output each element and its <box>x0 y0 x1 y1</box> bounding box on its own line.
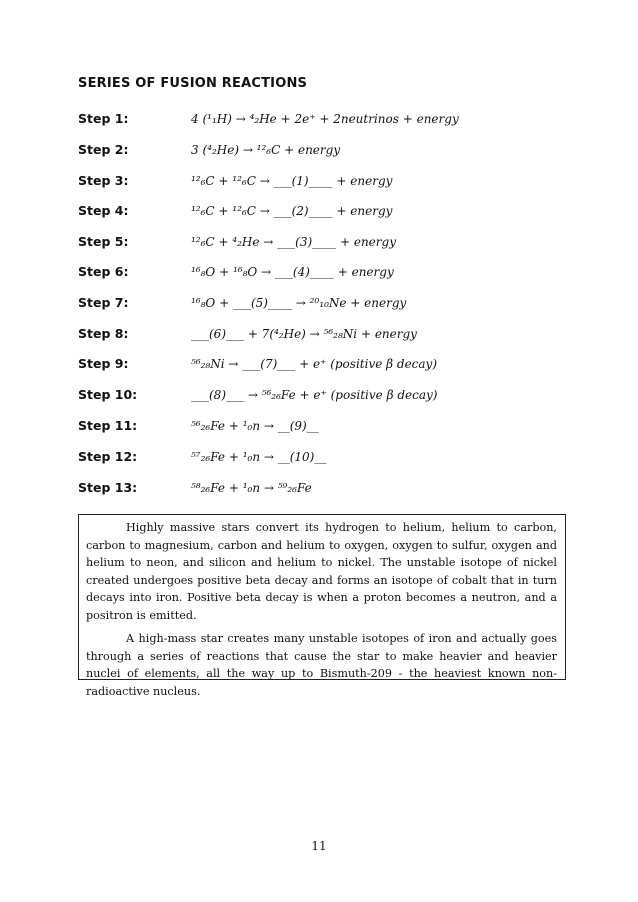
step-equation: ⁵⁶₂₆Fe + ¹₀n → __(9)__ <box>191 419 319 433</box>
step-equation: ⁵⁸₂₆Fe + ¹₀n → ⁵⁹₂₆Fe <box>191 481 312 495</box>
step-9 <box>78 356 598 376</box>
step-equation: ⁵⁷₂₆Fe + ¹₀n → __(10)__ <box>191 450 327 464</box>
step-5 <box>78 234 598 254</box>
step-6 <box>78 264 598 284</box>
page-number: 11 <box>311 839 327 853</box>
step-equation: 3 (⁴₂He) → ¹²₆C + energy <box>191 143 341 157</box>
step-8 <box>78 326 598 346</box>
step-label: Step 3: <box>78 173 129 188</box>
step-label: Step 5: <box>78 234 129 249</box>
step-label: Step 10: <box>78 387 138 402</box>
step-label: Step 2: <box>78 142 129 157</box>
step-7 <box>78 295 598 315</box>
step-equation: ___(8)___ → ⁵⁶₂₆Fe + e⁺ (positive β decay) <box>191 388 438 402</box>
step-label: Step 11: <box>78 418 138 433</box>
info-paragraph-2: A high-mass star creates many unstable isotopes of iron and actually goes through a series of reactions that cause the star to make heavier and heavier nuclei of elements, all the way up to Bismuth-209 - the heaviest known non-radioactive nucleus. <box>86 632 557 698</box>
step-label: Step 12: <box>78 449 138 464</box>
step-label: Step 7: <box>78 295 129 310</box>
info-box <box>78 514 566 698</box>
step-equation: ___(6)___ + 7(⁴₂He) → ⁵⁶₂₈Ni + energy <box>191 327 417 341</box>
step-3 <box>78 173 598 193</box>
step-label: Step 4: <box>78 203 129 218</box>
step-label: Step 1: <box>78 111 129 126</box>
step-label: Step 9: <box>78 356 129 371</box>
step-4 <box>78 203 598 223</box>
step-label: Step 6: <box>78 264 129 279</box>
step-2 <box>78 142 598 162</box>
step-equation: ¹⁶₈O + ¹⁶₈O → ___(4)____ + energy <box>191 265 394 279</box>
step-equation: ¹⁶₈O + ___(5)____ → ²⁰₁₀Ne + energy <box>191 296 407 310</box>
step-equation: ¹²₆C + ⁴₂He → ___(3)____ + energy <box>191 235 396 249</box>
page-title: SERIES OF FUSION REACTIONS <box>78 76 308 91</box>
step-label: Step 8: <box>78 326 129 341</box>
step-label: Step 13: <box>78 480 138 495</box>
step-equation: ⁵⁶₂₈Ni → ___(7)___ + e⁺ (positive β decay) <box>191 357 438 371</box>
step-equation: ¹²₆C + ¹²₆C → ___(2)____ + energy <box>191 204 393 218</box>
info-paragraph-1: Highly massive stars convert its hydrogen to helium, helium to carbon, carbon to magnesium, carbon and helium to oxygen, oxygen to sulfur, oxygen and helium to neon, and silicon and helium to nickel. The unstable isotope of nickel created undergoes positive beta decay and forms an isotope of cobalt that in turn decays into iron. Positive beta decay is when a proton becomes a neutron, and a positron is emitted. <box>86 521 557 622</box>
step-11 <box>78 418 598 438</box>
step-12 <box>78 449 598 469</box>
step-equation: 4 (¹₁H) → ⁴₂He + 2e⁺ + 2neutrinos + energy <box>191 112 459 126</box>
step-13 <box>78 480 598 500</box>
step-1 <box>78 111 598 131</box>
step-equation: ¹²₆C + ¹²₆C → ___(1)____ + energy <box>191 174 393 188</box>
step-10 <box>78 387 598 407</box>
